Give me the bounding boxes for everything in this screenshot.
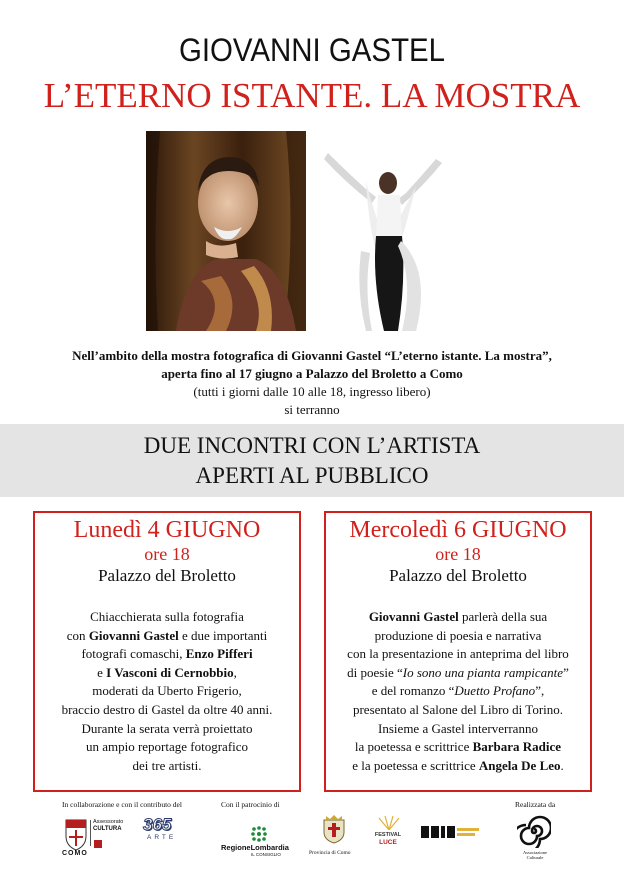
meetings-banner (0, 424, 624, 497)
event-card-wednesday (324, 511, 592, 792)
patronage-label: Con il patrocinio di (221, 800, 280, 809)
desc-line: Chiacchierata sulla fotografia (90, 609, 244, 624)
dancer-photo (306, 131, 466, 331)
desc-line: moderati da Uberto Frigerio, (92, 683, 242, 699)
intro-line-3: (tutti i giorni dalle 10 alle 18, ingresso libero) (193, 384, 431, 399)
event-card-monday (33, 511, 301, 792)
provincia-text: Provincia di Como (309, 850, 351, 856)
regione-text: RegioneLombardia (221, 843, 289, 852)
festival-luce-logo (367, 816, 409, 850)
desc-line: un ampio reportage fotografico (85, 739, 249, 755)
event-time: ore 18 (435, 544, 481, 564)
portrait-photo (146, 131, 306, 331)
provincia-crest-icon (320, 814, 348, 844)
intro-line-4: si terranno (284, 402, 340, 417)
intro-line-1: Nell’ambito della mostra fotografica di Giovanni Gastel “L’eterno istante. La mostra”, (72, 348, 552, 363)
event-day: Lunedì 4 GIUGNO (73, 517, 261, 543)
festival-word: FESTIVAL (374, 832, 402, 838)
light-rays-icon (377, 816, 401, 830)
arte365-number: 365 (143, 815, 172, 834)
gallery-mark-icon (421, 824, 481, 840)
desc-line: con Giovanni Gastel e due importanti (66, 627, 268, 643)
sponsor-footer (0, 800, 624, 886)
desc-line: di poesie “Io sono una pianta rampicante” (347, 664, 569, 680)
desc-line: e la poetessa e scrittrice Angela De Leo. (352, 757, 564, 773)
luce-word: LUCE (379, 839, 397, 846)
event-place: Palazzo del Broletto (389, 566, 527, 585)
regione-sub-text: IL CONSIGLIO (251, 852, 281, 857)
como-culture-logo (58, 816, 138, 858)
desc-line: fotografi comaschi, Enzo Pifferi (81, 646, 253, 662)
arte365-word: ARTE (147, 834, 177, 841)
regione-lombardia-logo (221, 826, 301, 856)
collab-label: In collaborazione e con il contributo del (62, 800, 182, 809)
arte365-logo (143, 816, 183, 846)
como-assessorato-text: Assessorato (93, 819, 124, 825)
event-place: Palazzo del Broletto (98, 566, 236, 585)
intro-text (0, 347, 624, 419)
desc-line: con la presentazione in anteprima del libro (347, 646, 569, 662)
exhibition-title: L’ETERNO ISTANTE. LA MOSTRA (43, 76, 581, 115)
made-by-label: Realizzata da (515, 800, 556, 809)
spiral-icon (517, 814, 551, 848)
intro-line-2: aperta fino al 17 giugno a Palazzo del Broletto a Como (161, 366, 463, 381)
desc-line: Giovanni Gastel parlerà della sua (368, 609, 548, 624)
provincia-como-logo (309, 814, 359, 860)
artist-title: GIOVANNI GASTEL (178, 32, 446, 68)
gallery-logo (421, 824, 481, 840)
desc-line: braccio destro di Gastel da oltre 40 anni. (61, 701, 273, 717)
como-cultura-text: CULTURA (93, 826, 122, 832)
desc-line: presentato al Salone del Libro di Torino. (352, 701, 564, 717)
photo-pair (146, 131, 466, 331)
como-name-text: COMO (62, 850, 88, 857)
desc-line: e del romanzo “Duetto Profano”, (371, 683, 545, 699)
desc-line: e I Vasconi di Cernobbio, (97, 664, 237, 680)
rosa-camuna-icon (251, 826, 267, 842)
desc-line: la poetessa e scrittrice Barbara Radice (354, 739, 562, 755)
association-logo (515, 814, 555, 864)
desc-line: Insieme a Gastel interverranno (378, 720, 538, 736)
event-time: ore 18 (144, 544, 190, 564)
banner-line-2: APERTI AL PUBBLICO (195, 463, 429, 488)
desc-line: produzione di poesia e narrativa (374, 627, 542, 643)
desc-line: Durante la serata verrà proiettato (81, 720, 253, 736)
desc-line: dei tre artisti. (132, 757, 202, 773)
banner-line-1: DUE INCONTRI CON L’ARTISTA (143, 433, 481, 458)
event-day: Mercoledì 6 GIUGNO (349, 517, 567, 543)
association-text: Associazione Culturale (523, 850, 547, 860)
event-description (326, 608, 590, 775)
event-description (35, 608, 299, 775)
